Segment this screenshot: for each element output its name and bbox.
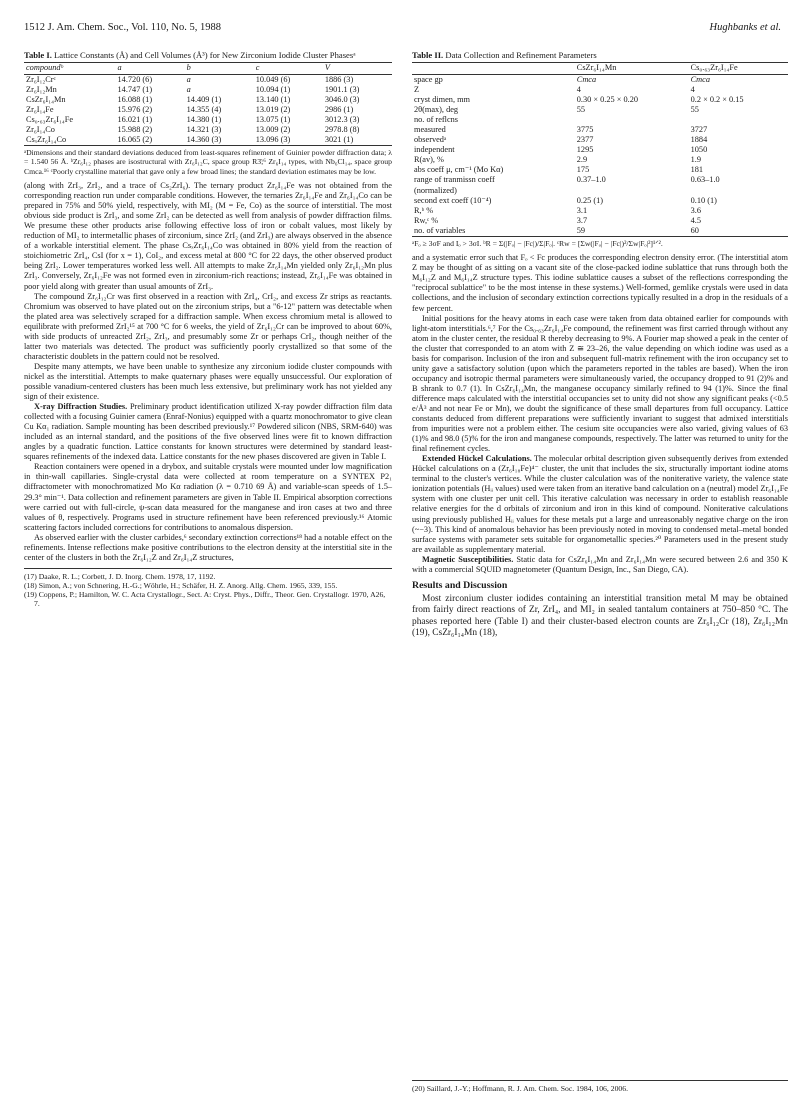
right-body-text bbox=[412, 253, 788, 575]
page-journal-line: 1512 J. Am. Chem. Soc., Vol. 110, No. 5, 1988 bbox=[24, 22, 221, 33]
table-cell: 181 bbox=[690, 165, 704, 175]
paragraph-text: The compound Zr₆I₁₂Cr was first observed in a reaction with ZrI₄, CrI₂, and excess Zr strips as reactants. Chromium was observed to have plated out on the zirconium strips, but a "6-12" pattern was detectable when the plated area was selectively scraped for a diffraction sample. When excess chromium metal is allowed to equilibrate with preformed ZrI₂¹⁵ at 700 °C for 6 weeks, the yield of Zr₆I₁₂Cr can be improved to about 60%, with side products of unreacted ZrI₂, ZrI₃, and presumably some Zr or perhaps CrI₂, though neither of the latter two materials was detected. The product was sufficiently poorly crystallized so that some of the characteristic doublets in the pattern could not be resolved. bbox=[24, 291, 392, 361]
table-row bbox=[412, 125, 788, 135]
left-body-text bbox=[24, 181, 392, 563]
table-cell: 3775 bbox=[576, 124, 594, 134]
table-cell: Cmca bbox=[690, 74, 710, 84]
table-cell: 10.094 (1) bbox=[255, 84, 291, 94]
table-cell: a bbox=[186, 74, 191, 84]
right-column bbox=[412, 50, 788, 639]
paragraph-text: Initial positions for the heavy atoms in each case were taken from data obtained earlier for compounds with light-atom interstitials.⁶,⁷ For the Cs₀.₆₃Zr₆I₁₄Fe compound, the refinement was first carried through without any atom in the cluster center, the residual R thereby decreasing to 9%. A Fourier map showed a peak in the center of the cluster that corresponded to an atom with Z ≅ 23–26, the value depending on which iodine was used as a basis for comparison. Inclusion of the iron and subsequent full-matrix refinement with the iron occupancy set to unity gave a satisfactory solution (upon which the parameters reported in the tables are based). When the iron occupancy and isotropic thermal parameters were simultaneously varied, the occupancy dropped to 91 (2)% and B shrank to 0.7 (1). In CsZr₆I₁₄Mn, the manganese occupancy similarly refined to 94 (1)%. Since the final difference maps calculated with the interstitial occupancies set to unity did not show any significant peaks (<0.5 e/Å³ and not near Fe or Mn), we doubt the significance of these small departures from full occupancy. Lattice constants deduced from different preparations were sufficiently invariant to suggest that admixed interstitials from impurities were not a problem either. The cesium site occupancies were also varied, giving values of 63 (1)% and 98.0 (5)% for the iron and manganese compounds, respectively. The latter was returned to unity for the final refinement cycles. bbox=[412, 313, 788, 454]
table-cell bbox=[575, 186, 689, 196]
results-paragraph: Most zirconium cluster iodides containing an interstitial transition metal M may be obtained from fairly direct reactions of Zr, ZrI₄, and MI₂ in sealed tantalum containers at 750–850 °C. The phases reported here (Table I) and their cluster-based electron counts are Zr₆I₁₂Cr (18), Zr₆I₁₂Mn (19), CsZr₆I₁₄Mn (18), bbox=[412, 593, 788, 639]
body-paragraph bbox=[412, 253, 788, 313]
table-cell: CsₓZr₆I₁₄Co bbox=[26, 135, 67, 145]
table-row bbox=[412, 206, 788, 216]
table-row bbox=[24, 85, 392, 95]
table-row bbox=[412, 216, 788, 226]
table-cell: 14.720 (6) bbox=[117, 74, 153, 84]
table-cell: Zr₆I₁₄Fe bbox=[26, 104, 54, 114]
body-paragraph bbox=[24, 402, 392, 462]
table1-col-header: compoundᵇ bbox=[24, 63, 116, 74]
table-cell: independent bbox=[414, 145, 455, 155]
reference-entry: (19) Coppens, P.; Hamilton, W. C. Acta Crystallogr., Sect. A: Cryst. Phys., Diffr., Theor. Gen. Crystallogr. 1970, A26, 7. bbox=[24, 590, 386, 609]
table-cell: 2θ(max), deg bbox=[414, 104, 459, 114]
paragraph-text: Reaction containers were opened in a drybox, and suitable crystals were mounted under low magnification in thin-wall capillaries. Single-crystal data were collected at room temperature on a SYNTEX P2₁ diffractometer with monochromatized Mo Kα radiation (λ = 0.710 69 Å) and variable-scan speeds of 1.5–29.3° min⁻¹. Data collection and refinement parameters are given in Table II. Empirical absorption corrections were carried out with full-circle, ψ-scan data measured for the manganese and iron cases at two and three values of θ, respectively. Programs used in structure refinement have been referenced previously.¹⁶ Atomic scattering factors included corrections for contributions to anomalous dispersion. bbox=[24, 462, 392, 532]
table2-body bbox=[412, 74, 788, 237]
section-runin-heading: Extended Hückel Calculations. bbox=[422, 454, 532, 464]
table-cell: 3.6 bbox=[690, 205, 701, 215]
table-cell: Z bbox=[414, 84, 420, 94]
paragraph-text: The molecular orbital description given subsequently derives from extended Hückel calculations on a (Zr₆I₁₈Fe)⁴⁻ cluster, the unit that includes the six, structurally important iodine atoms terminal to the cluster's vertices. While the cluster calculation was of the noniterative variety, the valence state ionization potentials (Hᵢᵢ values) used were taken from an iterative band calculation on a (neutral) model Zr₆I₁₄Fe system with one cluster per unit cell. This iterative calculation was necessary in order to establish reasonable relative energies for the d orbitals of zirconium and iron in this kind of compound. Noniterative calculations using previously published Hᵢᵢ values for these metals put a large and unreasonably negative charge on the iron (~−3). This kind of anomalous behavior has been previously noted in moving to condensed metal–metal bonded surface systems with parameter sets suitable for organometallic species.²⁰ Parameters used in the present study are available as supplementary material. bbox=[412, 454, 789, 554]
table-cell: 0.25 (1) bbox=[576, 195, 604, 205]
table-cell: 14.747 (1) bbox=[117, 84, 153, 94]
results-heading: Results and Discussion bbox=[412, 579, 508, 591]
table-cell: 1886 (3) bbox=[324, 74, 354, 84]
table2 bbox=[412, 62, 788, 237]
table-cell: 2986 (1) bbox=[324, 104, 354, 114]
table-cell: 13.140 (1) bbox=[255, 94, 291, 104]
table-cell: 13.075 (1) bbox=[255, 114, 291, 124]
left-column bbox=[24, 50, 392, 609]
table-cell: 14.321 (3) bbox=[186, 124, 222, 134]
table-cell: 0.10 (1) bbox=[690, 195, 717, 205]
table1-title: Lattice Constants (Å) and Cell Volumes (Å³) for New Zirconium Iodide Cluster Phasesᵃ bbox=[54, 50, 356, 60]
table-cell bbox=[689, 186, 788, 196]
table-cell: 175 bbox=[576, 165, 590, 175]
table-row bbox=[412, 85, 788, 95]
table-cell: Cs₀.₆₃Zr₆I₁₄Fe bbox=[26, 114, 74, 124]
table1-label: Table I. bbox=[24, 50, 52, 60]
table-cell: 3012.3 (3) bbox=[324, 114, 360, 124]
table2-col-header bbox=[412, 63, 575, 74]
left-references bbox=[24, 568, 392, 609]
section-runin-heading: Magnetic Susceptibilities. bbox=[422, 554, 514, 564]
table-row bbox=[412, 95, 788, 105]
table-cell: 15.976 (2) bbox=[117, 104, 153, 114]
table-cell: R,ᵇ % bbox=[414, 205, 434, 215]
body-paragraph bbox=[412, 314, 788, 455]
table1-body bbox=[24, 74, 392, 146]
table-row bbox=[24, 95, 392, 105]
table-row bbox=[412, 186, 788, 196]
table-cell: 14.360 (3) bbox=[186, 135, 222, 145]
table-cell: 55 bbox=[690, 104, 699, 114]
table-row bbox=[412, 115, 788, 125]
table2-label: Table II. bbox=[412, 50, 444, 60]
table-cell: 14.380 (1) bbox=[186, 114, 222, 124]
table-row bbox=[412, 135, 788, 145]
table1-footnote: ᵃDimensions and their standard deviations deduced from least-squares refinement of Guinier powder diffraction data; λ = 1.540 56 Å. ᵇZr₆I₁₂ phases are isostructural with Zr₆I₁₂C, space group R3̄;⁶ Zr₆I₁₄ types, with Nb₆Cl₁₄, space group Cmca.¹⁶ ᶜPoorly crystalline material that gave only a few broad lines; the standard deviation estimates may be low. bbox=[24, 148, 392, 176]
table-cell: second ext coeff (10⁻⁴) bbox=[414, 195, 492, 205]
table-cell: observedᵃ bbox=[414, 135, 447, 145]
table-cell: 15.988 (2) bbox=[117, 124, 153, 134]
table-row bbox=[412, 175, 788, 185]
paragraph-text: Static data for CsZr₆I₁₄Mn and Zr₆I₁₄Mn were secured between 2.6 and 350 K with a commercial SQUID magnetometer (Quantum Design, Inc., San Diego, CA). bbox=[412, 554, 788, 574]
table-row bbox=[412, 196, 788, 206]
body-paragraph bbox=[412, 555, 788, 575]
table-row bbox=[412, 155, 788, 165]
table-cell bbox=[575, 115, 689, 125]
table-cell: Cmca bbox=[576, 74, 597, 84]
table-cell: 13.009 (2) bbox=[255, 124, 291, 134]
body-paragraph bbox=[412, 454, 788, 554]
table-cell: 16.065 (2) bbox=[117, 135, 153, 145]
table-cell: Zr₆I₁₂Mn bbox=[26, 84, 57, 94]
table-cell: 3021 (1) bbox=[324, 135, 354, 145]
table-cell: CsZr₆I₁₄Mn bbox=[26, 94, 66, 104]
body-paragraph bbox=[24, 533, 392, 563]
paragraph-text: (along with ZrI₃, ZrI₂, and a trace of Cs₂ZrI₆). The ternary product Zr₆I₁₄Fe was not obtained from the corresponding reaction run under comparable conditions. However, the ternaries Zr₆I₁₄Fe and Zr₆I₁₄Co can be prepared in 75% and 50% yield, respectively, with MI₂ (M = Fe, Co) as the source of interstitial. The most obvious side product is ZrI₃, and some ZrI₂ can be detected as well from analysis of powder diffraction films. We presume these other products arise following effective loss of iron or cobalt values, most likely by reduction of MI₂ to intermetallic phases of zirconium, since ZrI₂ (and ZrI₃) are always observed in the absence of a workable interstitial element. The phase CsₓZr₆I₁₄Co was obtained in 80% yield from the reaction of stoichiometric ZrI₄, CsI (for x = 1), CoI₂, and excess metal at 800 °C for 22 days, the other observed product being ZrI₂. Lower temperatures worked less well. All attempts to make Zr₆I₁₄Mn yielded only Zr₆I₁₂Mn plus ZrI₃. Conversely, Zr₆I₁₂Fe was not formed even in zirconium-rich reactions; instead, Zr₆I₁₄Fe was obtained in poor yield along with greater than usual amounts of ZrI₃. bbox=[24, 181, 392, 291]
table-cell: 4 bbox=[690, 84, 695, 94]
table1 bbox=[24, 62, 392, 146]
table-cell: 10.049 (6) bbox=[255, 74, 291, 84]
table-cell: 4.5 bbox=[690, 215, 701, 225]
table-row bbox=[412, 74, 788, 85]
table1-col-header: b bbox=[185, 63, 254, 74]
table-cell: no. of reflcns bbox=[414, 114, 459, 124]
table1-col-header: V bbox=[323, 63, 392, 74]
reference-entry: (17) Daake, R. L.; Corbett, J. D. Inorg. Chem. 1978, 17, 1192. bbox=[24, 571, 216, 581]
table1-col-header: c bbox=[254, 63, 323, 74]
table-cell: 3046.0 (3) bbox=[324, 94, 360, 104]
table2-caption bbox=[412, 50, 788, 60]
paragraph-text: Despite many attempts, we have been unable to synthesize any zirconium iodide cluster compounds with nickel as the interstitial. Attempts to make quaternary phases were equally unsuccessful. Our exploration of possible vanadium-centered clusters has been much less extensive, but preliminary work has not yielded any sign of their existence. bbox=[24, 361, 392, 402]
table-cell: 0.37–1.0 bbox=[576, 175, 606, 185]
table-cell: a bbox=[186, 84, 191, 94]
table-cell: R(av), % bbox=[414, 155, 444, 165]
paragraph-text: and a systematic error such that Fₒ < Fc produces the corresponding electron density error. (The interstitial atom Z may be thought of as sitting on a vacant site of the close-packed iodine sublattice that runs through both the M₆I₁₂Z and M₆I₁₄Z structure types. This iodine sublattice causes a subset of the reflections corresponding the "reciprocal sublattice" to be the most intense in these systems.) Well-formed, gemlike crystals were used in data collections, and the inclusion of secondary extinction corrections typically resulted in a drop in the residuals of a few percent. bbox=[412, 253, 788, 313]
table-cell: 13.019 (2) bbox=[255, 104, 291, 114]
table-cell: 1.9 bbox=[690, 155, 701, 165]
table-cell bbox=[689, 115, 788, 125]
table-cell: no. of variables bbox=[414, 225, 466, 235]
reference-20: (20) Saillard, J.-Y.; Hoffmann, R. J. Am. Chem. Soc. 1984, 106, 2006. bbox=[412, 1084, 629, 1093]
table-cell: 14.355 (4) bbox=[186, 104, 222, 114]
table-row bbox=[24, 135, 392, 146]
table-cell: 13.096 (3) bbox=[255, 135, 291, 145]
table-row bbox=[24, 74, 392, 85]
table-cell: 55 bbox=[576, 104, 586, 114]
table-cell: 1295 bbox=[576, 145, 594, 155]
table-row bbox=[24, 125, 392, 135]
table1-caption bbox=[24, 50, 392, 60]
table-row bbox=[412, 226, 788, 237]
table-cell: 2978.8 (8) bbox=[324, 124, 360, 134]
table-cell: 1050 bbox=[690, 145, 708, 155]
paragraph-text: Preliminary product identification utilized X-ray powder diffraction film data collected with a focusing Guinier camera (Enraf-Nonius) equipped with a quartz monochromator to give clean Cu Kα₁ radiation. Sample mounting has been described previously.¹⁷ Powdered silicon (NBS, SRM-640) was included as an internal standard, and the positions of the five observed lines were fit to known diffraction angles by a quadratic function. Lattice constants for known structures were determined by standard least-squares refinements of the indexed data. Lattice constants for the new phases discovered are given in Table I. bbox=[24, 402, 393, 462]
section-runin-heading: X-ray Diffraction Studies. bbox=[34, 402, 128, 412]
paragraph-text: As observed earlier with the cluster carbides,⁶ secondary extinction corrections¹⁸ had a notable effect on the refinements. Intense reflections make positive contributions to the electron density at the interstitial site in the center of the clusters in both the Zr₆I₁₂Z and Zr₆I₁₄Z structures, bbox=[24, 532, 392, 562]
table-cell: Zr₆I₁₄Co bbox=[26, 124, 55, 134]
table1-header-row bbox=[24, 63, 392, 74]
table-cell: 16.021 (1) bbox=[117, 114, 153, 124]
table-cell: 2377 bbox=[576, 135, 594, 145]
table-cell: (normalized) bbox=[414, 185, 457, 195]
table2-title: Data Collection and Refinement Parameters bbox=[445, 50, 597, 60]
table-cell: 1901.1 (3) bbox=[324, 84, 360, 94]
table-row bbox=[412, 145, 788, 155]
table-cell: 14.409 (1) bbox=[186, 94, 222, 104]
table-cell: 0.2 × 0.2 × 0.15 bbox=[690, 94, 744, 104]
body-paragraph bbox=[24, 292, 392, 362]
table-cell: 59 bbox=[576, 225, 586, 235]
table-row bbox=[24, 115, 392, 125]
reference-entry: (18) Simon, A.; von Schnering, H.-G.; Wöhrle, H.; Schäfer, H. Z. Anorg. Allg. Chem. 1965, 339, 155. bbox=[24, 581, 338, 591]
table-cell: range of tranmissn coeff bbox=[414, 175, 495, 185]
running-authors: Hughbanks et al. bbox=[709, 22, 781, 33]
table-cell: 2.9 bbox=[576, 155, 588, 165]
body-paragraph bbox=[24, 362, 392, 402]
running-header bbox=[24, 22, 781, 36]
table1-col-header: a bbox=[116, 63, 185, 74]
body-paragraph bbox=[24, 181, 392, 292]
table2-col-header: CsZr₆I₁₄Mn bbox=[575, 63, 689, 74]
table2-footnote: ᵃFₒ ≥ 3σF and Iₒ > 3σI. ᵇR = Σ(|Fₒ| − |Fc|)/Σ|Fₒ|. ᶜRw = [Σw(|Fₒ| − |Fc|)²/Σw|Fₒ|²]¹ᐟ². bbox=[412, 239, 663, 248]
table-cell: 16.088 (1) bbox=[117, 94, 153, 104]
table-cell: cryst dimen, mm bbox=[414, 94, 470, 104]
body-paragraph bbox=[24, 462, 392, 532]
table-cell: 3.1 bbox=[576, 205, 588, 215]
table2-col-header: Cs₀.₆₃Zr₆I₁₄Fe bbox=[689, 63, 788, 74]
table-cell: space gp bbox=[414, 74, 443, 84]
right-reference bbox=[412, 1080, 788, 1093]
table-cell: Rw,ᶜ % bbox=[414, 215, 439, 225]
table-cell: 3.7 bbox=[576, 215, 588, 225]
table-cell: Zr₆I₁₂Crᶜ bbox=[26, 74, 56, 84]
table-cell: 4 bbox=[576, 84, 581, 94]
table-row bbox=[412, 165, 788, 175]
table2-header-row bbox=[412, 63, 788, 74]
table-cell: abs coeff μ, cm⁻¹ (Mo Kα) bbox=[414, 165, 504, 175]
table-cell: 0.30 × 0.25 × 0.20 bbox=[576, 94, 638, 104]
table-cell: measured bbox=[414, 124, 446, 134]
table-cell: 0.63–1.0 bbox=[690, 175, 720, 185]
table-cell: 3727 bbox=[690, 124, 708, 134]
table-row bbox=[24, 105, 392, 115]
table-cell: 60 bbox=[690, 225, 699, 235]
table-cell: 1884 bbox=[690, 135, 708, 145]
table-row bbox=[412, 105, 788, 115]
